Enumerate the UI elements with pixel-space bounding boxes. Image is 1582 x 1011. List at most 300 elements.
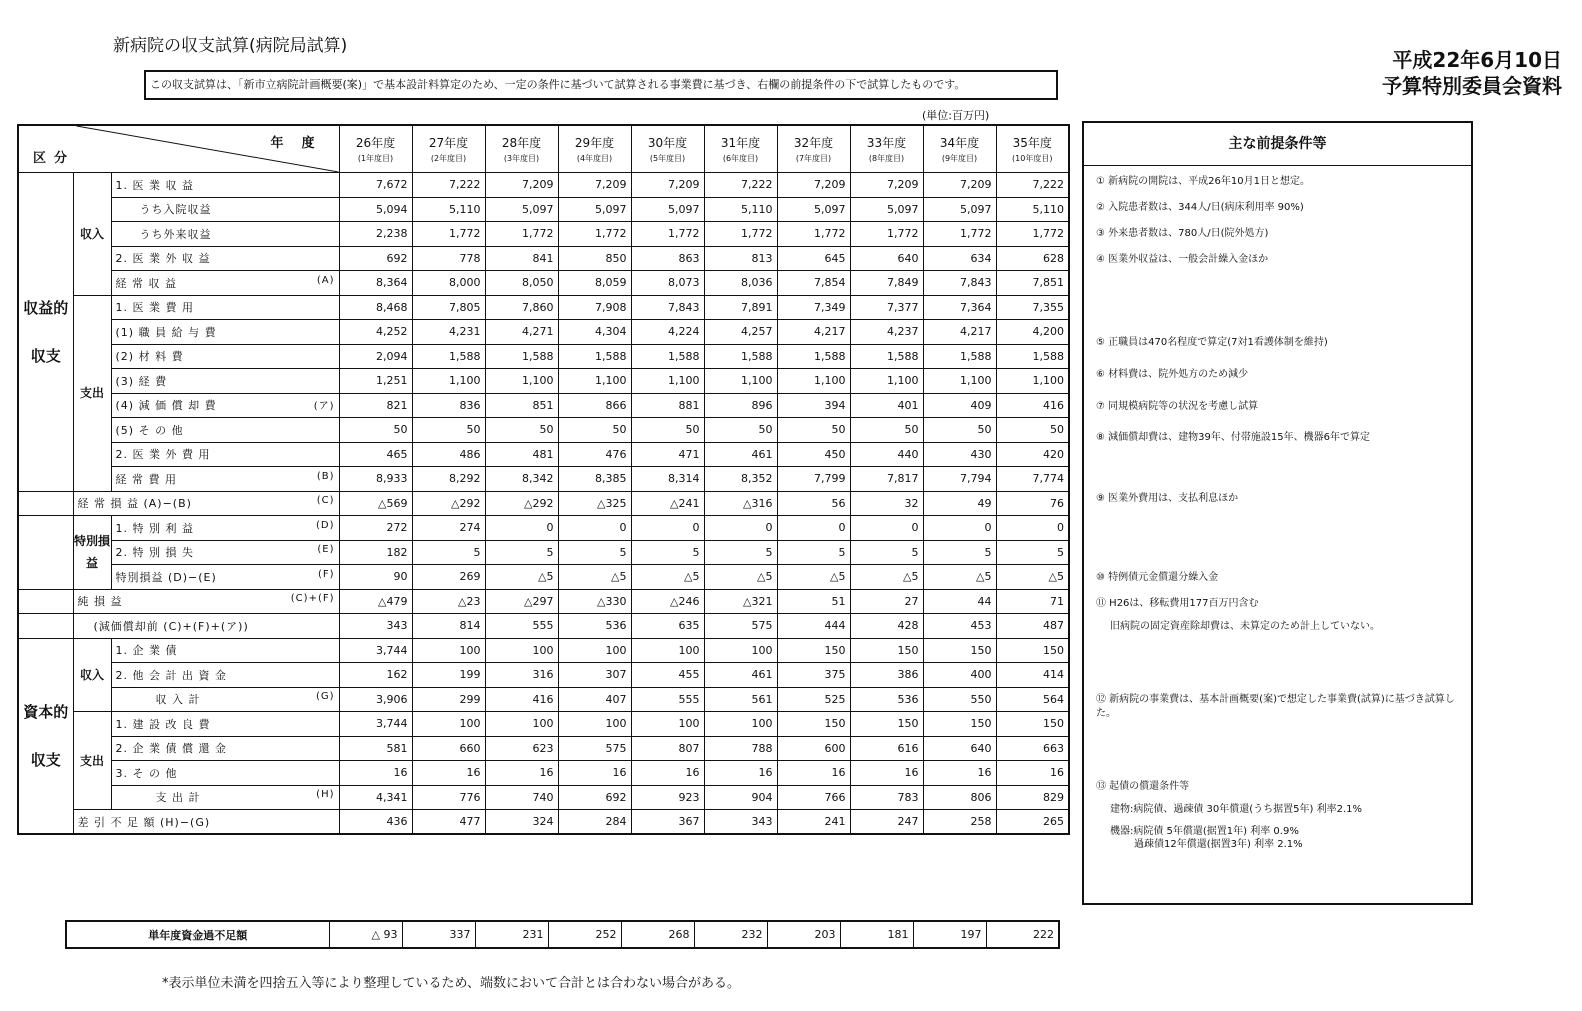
value-cell: 4,237	[850, 320, 923, 345]
shortfall-cell: 181	[840, 921, 913, 948]
value-cell: 241	[777, 810, 850, 835]
value-cell: 100	[704, 638, 777, 663]
row-label-text: 経 常 費 用	[115, 472, 177, 486]
value-cell: 1,588	[412, 344, 485, 369]
value-cell: 477	[412, 810, 485, 835]
value-cell: 100	[558, 638, 631, 663]
value-cell: 4,231	[412, 320, 485, 345]
value-cell: 1,588	[996, 344, 1069, 369]
row-label-text: 2. 医 業 外 費 用	[115, 448, 211, 462]
value-cell: 2,094	[339, 344, 412, 369]
row-label	[111, 344, 339, 369]
year-header	[485, 125, 558, 173]
value-cell: 453	[923, 614, 996, 639]
value-cell: 7,209	[850, 173, 923, 198]
year-label: 31年度	[720, 136, 761, 150]
value-cell: 416	[996, 393, 1069, 418]
value-cell: 7,349	[777, 295, 850, 320]
table-row	[18, 663, 1069, 688]
row-label-text: 1. 企 業 債	[115, 644, 178, 658]
value-cell: 455	[631, 663, 704, 688]
value-cell: 7,854	[777, 271, 850, 296]
row-label	[111, 736, 339, 761]
row-label-text: (4) 減 価 償 却 費	[115, 399, 217, 413]
value-cell: 16	[704, 761, 777, 786]
year-sub-label: (6年度目)	[722, 154, 759, 163]
value-cell: 150	[996, 638, 1069, 663]
table-row	[18, 271, 1069, 296]
value-cell: 90	[339, 565, 412, 590]
value-cell: 766	[777, 785, 850, 810]
value-cell: 7,222	[704, 173, 777, 198]
value-cell: 1,772	[558, 222, 631, 247]
shortfall-cell: 203	[767, 921, 840, 948]
value-cell: 2,238	[339, 222, 412, 247]
value-cell: 7,891	[704, 295, 777, 320]
row-label-text: うち入院収益	[139, 203, 212, 217]
value-cell: 8,050	[485, 271, 558, 296]
value-cell: 162	[339, 663, 412, 688]
row-label-text: (1) 職 員 給 与 費	[115, 325, 217, 339]
value-cell: 7,843	[631, 295, 704, 320]
value-cell: △292	[412, 491, 485, 516]
assumption-note: ⑨ 医業外費用は、支払利息ほか	[1096, 493, 1239, 504]
value-cell: 150	[777, 638, 850, 663]
value-cell: 247	[850, 810, 923, 835]
year-sub-label: (4年度目)	[576, 154, 613, 163]
value-cell: 3,906	[339, 687, 412, 712]
year-sub-label: (2年度目)	[430, 154, 467, 163]
value-cell: 50	[412, 418, 485, 443]
value-cell: 4,217	[923, 320, 996, 345]
value-cell: 904	[704, 785, 777, 810]
row-label-text: 支 出 計	[155, 791, 201, 805]
value-cell: 8,036	[704, 271, 777, 296]
assumption-note: ⑬ 起債の償還条件等	[1096, 781, 1190, 792]
value-cell: 0	[558, 516, 631, 541]
row-tag: (A)	[316, 274, 335, 286]
date-line: 平成22年6月10日	[1392, 48, 1562, 72]
value-cell: 8,352	[704, 467, 777, 492]
value-cell: 0	[485, 516, 558, 541]
value-cell: 5	[558, 540, 631, 565]
value-cell: 430	[923, 442, 996, 467]
row-label-text: 2. 他 会 計 出 資 金	[115, 668, 227, 682]
value-cell: 461	[704, 442, 777, 467]
table-row	[18, 712, 1069, 737]
assumption-note: ① 新病院の開院は、平成26年10月1日と想定。	[1096, 176, 1310, 187]
year-header	[339, 125, 412, 173]
value-cell: △297	[485, 589, 558, 614]
row-label-text: 3. そ の 他	[115, 766, 178, 780]
row-tag: (H)	[316, 789, 335, 801]
value-cell: 27	[850, 589, 923, 614]
value-cell: 100	[412, 712, 485, 737]
value-cell: 600	[777, 736, 850, 761]
shortfall-cell: 232	[694, 921, 767, 948]
value-cell: 863	[631, 246, 704, 271]
value-cell: 7,209	[777, 173, 850, 198]
value-cell: 50	[339, 418, 412, 443]
unit-label: (単位:百万円)	[922, 109, 990, 122]
value-cell: 461	[704, 663, 777, 688]
value-cell: 7,209	[923, 173, 996, 198]
year-sub-label: (3年度目)	[503, 154, 540, 163]
value-cell: 343	[704, 810, 777, 835]
value-cell: 436	[339, 810, 412, 835]
year-sub-label: (1年度目)	[357, 154, 394, 163]
shortfall-label: 単年度資金過不足額	[66, 921, 329, 948]
value-cell: △330	[558, 589, 631, 614]
row-label	[111, 712, 339, 737]
value-cell: 100	[558, 712, 631, 737]
year-sub-label: (10年度目)	[1012, 154, 1053, 163]
value-cell: △23	[412, 589, 485, 614]
value-cell: 5	[777, 540, 850, 565]
value-cell: 50	[996, 418, 1069, 443]
value-cell: 561	[704, 687, 777, 712]
table-row	[18, 614, 1069, 639]
value-cell: 923	[631, 785, 704, 810]
year-header	[777, 125, 850, 173]
value-cell: 16	[485, 761, 558, 786]
shortfall-cell: 222	[986, 921, 1059, 948]
value-cell: 420	[996, 442, 1069, 467]
row-label	[111, 761, 339, 786]
value-cell: 16	[923, 761, 996, 786]
value-cell: 575	[558, 736, 631, 761]
row-label	[111, 540, 339, 565]
value-cell: 316	[485, 663, 558, 688]
year-header	[704, 125, 777, 173]
value-cell: 645	[777, 246, 850, 271]
value-cell: 100	[485, 712, 558, 737]
value-cell: 5	[923, 540, 996, 565]
value-cell: 4,252	[339, 320, 412, 345]
value-cell: 7,805	[412, 295, 485, 320]
table-row	[18, 393, 1069, 418]
value-cell: 814	[412, 614, 485, 639]
value-cell: 788	[704, 736, 777, 761]
table-row	[18, 295, 1069, 320]
value-cell: 7,843	[923, 271, 996, 296]
value-cell: 1,772	[777, 222, 850, 247]
value-cell: 7,851	[996, 271, 1069, 296]
header-row	[18, 125, 1069, 173]
row-label-text: 経 常 損 益 (A)−(B)	[77, 497, 192, 511]
table-row	[18, 173, 1069, 198]
value-cell: 866	[558, 393, 631, 418]
notice-box: この収支試算は、「新市立病院計画概要(案)」で基本設計料算定のため、一定の条件に基づいて試算される事業費に基づき、右欄の前提条件の下で試算したものです。	[144, 70, 1058, 100]
value-cell: 1,100	[850, 369, 923, 394]
value-cell: 0	[631, 516, 704, 541]
row-label-text: 純 損 益	[77, 595, 123, 609]
value-cell: 1,100	[923, 369, 996, 394]
value-cell: 1,100	[485, 369, 558, 394]
value-cell: 394	[777, 393, 850, 418]
value-cell: 150	[777, 712, 850, 737]
value-cell: 401	[850, 393, 923, 418]
value-cell: 7,209	[631, 173, 704, 198]
table-row	[18, 638, 1069, 663]
date-block	[1382, 47, 1562, 99]
document-title: 新病院の収支試算(病院局試算)	[113, 36, 348, 56]
value-cell: 8,385	[558, 467, 631, 492]
value-cell: △479	[339, 589, 412, 614]
value-cell: 7,817	[850, 467, 923, 492]
value-cell: 7,377	[850, 295, 923, 320]
value-cell: 444	[777, 614, 850, 639]
year-label: 33年度	[866, 136, 907, 150]
row-label	[111, 173, 339, 198]
value-cell: 100	[631, 638, 704, 663]
value-cell: 616	[850, 736, 923, 761]
table-row	[18, 222, 1069, 247]
value-cell: 0	[996, 516, 1069, 541]
row-tag: (ア)	[313, 401, 335, 413]
value-cell: △5	[485, 565, 558, 590]
value-cell: 274	[412, 516, 485, 541]
value-cell: 7,209	[558, 173, 631, 198]
assumption-note: ③ 外来患者数は、780人/日(院外処方)	[1096, 228, 1269, 239]
value-cell: 199	[412, 663, 485, 688]
value-cell: 5,097	[558, 197, 631, 222]
table-row	[18, 442, 1069, 467]
row-label	[111, 663, 339, 688]
value-cell: 807	[631, 736, 704, 761]
row-label	[111, 295, 339, 320]
value-cell: 16	[631, 761, 704, 786]
value-cell: 5,097	[923, 197, 996, 222]
shortfall-cell: 337	[402, 921, 475, 948]
blank-cell	[18, 491, 73, 516]
year-header	[631, 125, 704, 173]
assumption-note: 建物:病院債、過疎債 30年償還(うち据置5年) 利率2.1%	[1110, 804, 1363, 815]
table-row	[18, 491, 1069, 516]
value-cell: 324	[485, 810, 558, 835]
value-cell: 16	[996, 761, 1069, 786]
shortfall-cell: 268	[621, 921, 694, 948]
row-label	[111, 271, 339, 296]
value-cell: 50	[850, 418, 923, 443]
value-cell: 407	[558, 687, 631, 712]
year-label: 27年度	[428, 136, 469, 150]
row-label	[73, 810, 339, 835]
blank-cell	[18, 589, 73, 614]
assumption-note: 過疎債12年償還(据置3年) 利率 2.1%	[1134, 839, 1303, 850]
blank-cell	[18, 516, 73, 590]
value-cell: 1,772	[996, 222, 1069, 247]
row-tag: (F)	[317, 568, 335, 580]
value-cell: △246	[631, 589, 704, 614]
value-cell: 5	[485, 540, 558, 565]
value-cell: 16	[558, 761, 631, 786]
value-cell: △316	[704, 491, 777, 516]
value-cell: 100	[485, 638, 558, 663]
value-cell: 307	[558, 663, 631, 688]
value-cell: 635	[631, 614, 704, 639]
value-cell: 1,100	[777, 369, 850, 394]
row-tag: (G)	[315, 691, 335, 703]
year-header	[996, 125, 1069, 173]
value-cell: △5	[558, 565, 631, 590]
value-cell: 851	[485, 393, 558, 418]
assumption-note: ⑧ 減価償却費は、建物39年、付帯施設15年、機器6年で算定	[1096, 432, 1370, 443]
row-label	[111, 369, 339, 394]
value-cell: 481	[485, 442, 558, 467]
value-cell: 76	[996, 491, 1069, 516]
value-cell: 850	[558, 246, 631, 271]
value-cell: 628	[996, 246, 1069, 271]
row-label	[111, 687, 339, 712]
value-cell: 7,209	[485, 173, 558, 198]
income-expense-table	[17, 124, 1070, 835]
value-cell: 44	[923, 589, 996, 614]
value-cell: 1,588	[777, 344, 850, 369]
value-cell: 7,849	[850, 271, 923, 296]
value-cell: 343	[339, 614, 412, 639]
value-cell: 471	[631, 442, 704, 467]
row-label-text: 差 引 不 足 額 (H)−(G)	[77, 815, 211, 829]
value-cell: △5	[996, 565, 1069, 590]
value-cell: 7,222	[412, 173, 485, 198]
value-cell: 4,271	[485, 320, 558, 345]
value-cell: 5	[996, 540, 1069, 565]
value-cell: 829	[996, 785, 1069, 810]
value-cell: 778	[412, 246, 485, 271]
value-cell: 5,097	[777, 197, 850, 222]
value-cell: 5	[412, 540, 485, 565]
value-cell: 5,097	[850, 197, 923, 222]
value-cell: 414	[996, 663, 1069, 688]
value-cell: 7,364	[923, 295, 996, 320]
value-cell: 813	[704, 246, 777, 271]
value-cell: 634	[923, 246, 996, 271]
section-label: 収益的収支	[18, 173, 73, 492]
value-cell: 7,799	[777, 467, 850, 492]
value-cell: 7,860	[485, 295, 558, 320]
value-cell: 783	[850, 785, 923, 810]
row-label-text: 1. 特 別 利 益	[115, 521, 194, 535]
assumption-note: ④ 医業外収益は、一般会計繰入金ほか	[1096, 254, 1269, 265]
row-tag: (C)+(F)	[290, 593, 335, 605]
value-cell: 258	[923, 810, 996, 835]
row-label	[111, 246, 339, 271]
value-cell: 5	[704, 540, 777, 565]
row-label-text: 収 入 計	[155, 693, 201, 707]
table-row	[18, 761, 1069, 786]
value-cell: 32	[850, 491, 923, 516]
year-label: 29年度	[574, 136, 615, 150]
value-cell: 640	[850, 246, 923, 271]
value-cell: 4,257	[704, 320, 777, 345]
row-label	[111, 418, 339, 443]
value-cell: 299	[412, 687, 485, 712]
year-sub-label: (9年度目)	[941, 154, 978, 163]
year-header	[558, 125, 631, 173]
header-corner	[18, 125, 339, 173]
year-sub-label: (5年度目)	[649, 154, 686, 163]
value-cell: 1,588	[558, 344, 631, 369]
row-label-text: 2. 特 別 損 失	[115, 546, 194, 560]
value-cell: 50	[777, 418, 850, 443]
year-header	[923, 125, 996, 173]
value-cell: 284	[558, 810, 631, 835]
value-cell: 1,251	[339, 369, 412, 394]
value-cell: 50	[923, 418, 996, 443]
year-header	[412, 125, 485, 173]
row-tag: (C)	[316, 495, 335, 507]
row-label-text: 特別損益 (D)−(E)	[115, 570, 217, 584]
header-kubun: 区分	[33, 151, 76, 166]
value-cell: 1,100	[996, 369, 1069, 394]
value-cell: 100	[412, 638, 485, 663]
row-label	[111, 516, 339, 541]
row-label-text: 経 常 収 益	[115, 276, 177, 290]
value-cell: △5	[704, 565, 777, 590]
value-cell: 100	[631, 712, 704, 737]
assumption-note: ⑥ 材料費は、院外処方のため減少	[1096, 369, 1249, 380]
value-cell: 400	[923, 663, 996, 688]
table-row	[18, 197, 1069, 222]
assumptions-panel	[1082, 121, 1473, 905]
value-cell: 56	[777, 491, 850, 516]
table-row	[18, 565, 1069, 590]
value-cell: 16	[850, 761, 923, 786]
table-row	[18, 589, 1069, 614]
row-label	[73, 491, 339, 516]
shortfall-cell: 231	[475, 921, 548, 948]
value-cell: 71	[996, 589, 1069, 614]
value-cell: 5	[631, 540, 704, 565]
value-cell: 640	[923, 736, 996, 761]
value-cell: 4,304	[558, 320, 631, 345]
value-cell: 269	[412, 565, 485, 590]
row-label-text: 2. 医 業 外 収 益	[115, 252, 211, 266]
value-cell: 150	[850, 712, 923, 737]
value-cell: △325	[558, 491, 631, 516]
table-row	[18, 344, 1069, 369]
value-cell: 4,341	[339, 785, 412, 810]
value-cell: 806	[923, 785, 996, 810]
table-row	[18, 736, 1069, 761]
value-cell: 150	[923, 712, 996, 737]
value-cell: 836	[412, 393, 485, 418]
assumption-note: ② 入院患者数は、344人/日(病床利用率 90%)	[1096, 202, 1304, 213]
value-cell: △5	[850, 565, 923, 590]
value-cell: 1,588	[485, 344, 558, 369]
row-label	[73, 614, 339, 639]
value-cell: 265	[996, 810, 1069, 835]
shortfall-cell: △ 93	[329, 921, 402, 948]
table-row	[18, 369, 1069, 394]
value-cell: △569	[339, 491, 412, 516]
value-cell: 692	[558, 785, 631, 810]
value-cell: 1,772	[485, 222, 558, 247]
row-label	[111, 565, 339, 590]
value-cell: 575	[704, 614, 777, 639]
table-row	[18, 810, 1069, 835]
value-cell: 7,222	[996, 173, 1069, 198]
value-cell: 428	[850, 614, 923, 639]
value-cell: 49	[923, 491, 996, 516]
assumption-note: ⑩ 特例債元金償還分繰入金	[1096, 572, 1219, 583]
year-label: 30年度	[647, 136, 688, 150]
value-cell: △5	[777, 565, 850, 590]
value-cell: 0	[704, 516, 777, 541]
value-cell: 550	[923, 687, 996, 712]
row-label	[111, 320, 339, 345]
